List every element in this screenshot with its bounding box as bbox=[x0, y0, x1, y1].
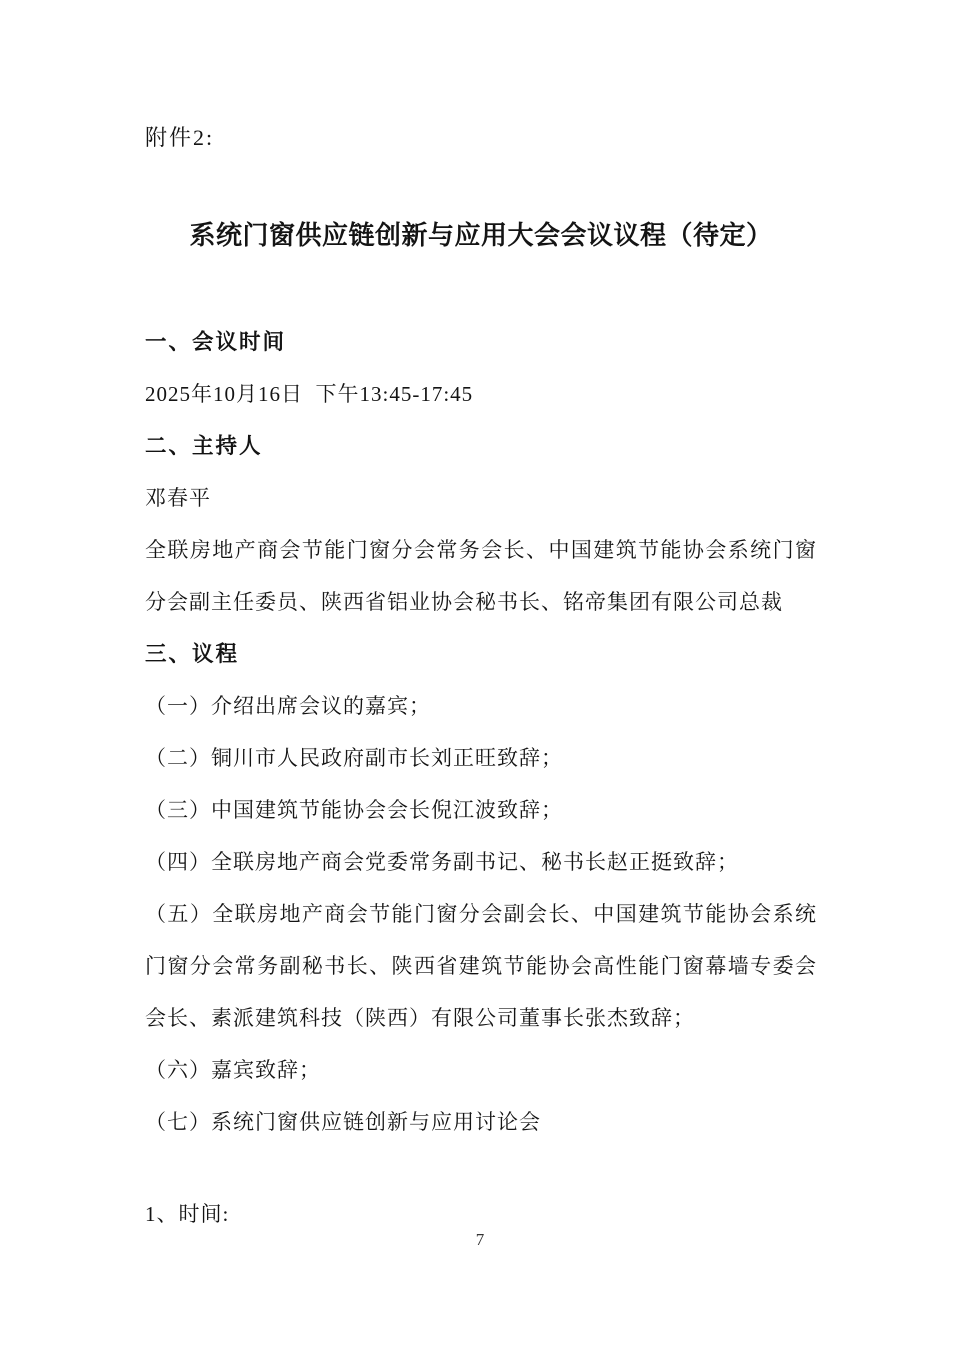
section-heading-meeting-time: 一、会议时间 bbox=[145, 330, 287, 354]
agenda-item-3: （三）中国建筑节能协会会长倪江波致辞； bbox=[145, 798, 563, 822]
section-heading-agenda: 三、议程 bbox=[145, 642, 240, 666]
agenda-item-1: （一）介绍出席会议的嘉宾； bbox=[145, 694, 431, 718]
section-heading-host: 二、主持人 bbox=[145, 434, 263, 458]
agenda-item-4: （四）全联房地产商会党委常务副书记、秘书长赵正挺致辞； bbox=[145, 850, 739, 874]
agenda-item-7: （七）系统门窗供应链创新与应用讨论会 bbox=[145, 1110, 541, 1134]
document-content bbox=[145, 0, 817, 1240]
page-number: 7 bbox=[475, 1230, 485, 1249]
agenda-item-5: （五）全联房地产商会节能门窗分会副会长、中国建筑节能协会系统门窗分会常务副秘书长、陕西省建筑节能协会高性能门窗幕墙专委会会长、素派建筑科技（陕西）有限公司董事长张杰致辞； bbox=[145, 902, 817, 1030]
agenda-item-6: （六）嘉宾致辞； bbox=[145, 1058, 321, 1082]
agenda-item-2: （二）铜川市人民政府副市长刘正旺致辞； bbox=[145, 746, 563, 770]
sub-item-time-label: 1、时间: bbox=[145, 1202, 230, 1226]
host-name: 邓春平 bbox=[145, 486, 211, 510]
attachment-label: 附件2: bbox=[145, 125, 215, 150]
host-titles: 全联房地产商会节能门窗分会常务会长、中国建筑节能协会系统门窗分会副主任委员、陕西省铝业协会秘书长、铭帝集团有限公司总裁 bbox=[145, 538, 817, 614]
document-title: 系统门窗供应链创新与应用大会会议议程（待定） bbox=[189, 221, 773, 250]
meeting-time-value: 2025年10月16日 下午13:45-17:45 bbox=[145, 382, 474, 406]
